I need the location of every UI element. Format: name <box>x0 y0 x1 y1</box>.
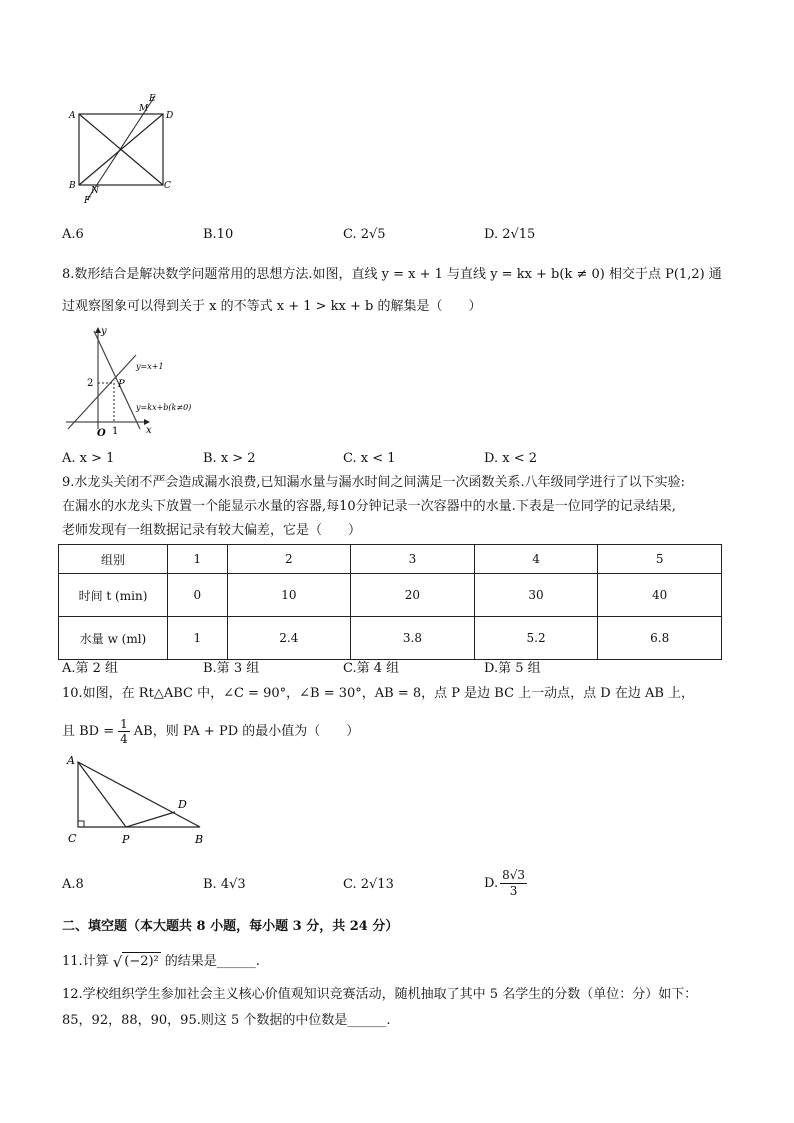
q9-table <box>58 544 722 660</box>
label-D: D <box>178 798 187 811</box>
fraction-denominator: 3 <box>509 884 518 898</box>
q8-option-b: B. x > 2 <box>203 451 256 466</box>
q7-option-b: B.10 <box>203 227 234 242</box>
q10-figure <box>62 752 212 847</box>
origin-label: O <box>97 428 106 439</box>
table-cell: 20 <box>351 574 475 617</box>
q7-option-d: D. 2√15 <box>484 227 536 242</box>
q8-line1: 8.数形结合是解决数学问题常用的思想方法.如图，直线 y = x + 1 与直线 y = kx + b(k ≠ 0) 相交于点 P(1,2) 通 <box>62 267 722 282</box>
line2-label: y=kx+b(k≠0) <box>136 403 192 412</box>
fraction <box>118 717 130 746</box>
table-cell: 10 <box>227 574 351 617</box>
q11-post: 的结果是______. <box>164 953 260 969</box>
label-N: N <box>91 186 99 196</box>
q10-option-b: B. 4√3 <box>203 877 246 892</box>
label-M: M <box>139 104 149 114</box>
x-axis-label: x <box>146 425 152 436</box>
table-row <box>59 545 722 574</box>
table-cell: 1 <box>168 545 228 574</box>
y-axis-label: y <box>101 326 107 337</box>
q11-pre: 11.计算 <box>62 953 109 969</box>
label-B: B <box>195 833 204 846</box>
table-cell: 2.4 <box>227 617 351 660</box>
sqrt-icon: √ <box>112 952 123 971</box>
q9-line3: 老师发现有一组数据记录有较大偏差，它是（ ） <box>62 523 362 538</box>
q9-option-a: A.第 2 组 <box>62 661 119 676</box>
label-E: E <box>149 94 156 104</box>
table-head: 时间 t (min) <box>59 574 168 617</box>
q10-option-d-fraction <box>500 868 527 899</box>
q9-line1: 9.水龙头关闭不严会造成漏水浪费,已知漏水量与漏水时间之间满足一次函数关系.八年级同学进行了以下实验: <box>62 475 686 490</box>
q7-figure <box>60 90 180 205</box>
q9-option-b: B.第 3 组 <box>203 661 260 676</box>
q8-option-d: D. x < 2 <box>484 451 537 466</box>
q10-line1: 10.如图，在 Rt△ABC 中，∠C = 90°，∠B = 30°，AB = 8，点 P 是边 BC 上一动点，点 D 在边 AB 上， <box>62 686 695 701</box>
line1-label: y=x+1 <box>136 362 164 371</box>
table-cell: 5 <box>598 545 722 574</box>
q9-option-c: C.第 4 组 <box>343 661 400 676</box>
table-cell: 1 <box>168 617 228 660</box>
table-cell: 4 <box>474 545 598 574</box>
label-B: B <box>69 181 76 191</box>
table-cell: 3.8 <box>351 617 475 660</box>
table-cell: 3 <box>351 545 475 574</box>
q8-line2: 过观察图象可以得到关于 x 的不等式 x + 1 > kx + b 的解集是（ ） <box>62 299 482 314</box>
table-head: 水量 w (ml) <box>59 617 168 660</box>
table-cell: 0 <box>168 574 228 617</box>
table-head: 组别 <box>59 545 168 574</box>
sqrt-expression <box>113 952 161 971</box>
table-cell: 5.2 <box>474 617 598 660</box>
label-P: P <box>122 833 130 846</box>
label-D: D <box>166 111 174 121</box>
table-row <box>59 617 722 660</box>
q10-option-d-label: D. <box>484 875 499 891</box>
table-row <box>59 574 722 617</box>
q7-option-a: A.6 <box>62 227 84 242</box>
q11 <box>62 952 260 971</box>
fraction-numerator: 1 <box>120 717 128 731</box>
q10-line2-post: AB，则 PA + PD 的最小值为（ ） <box>133 723 360 739</box>
q9-line2: 在漏水的水龙头下放置一个能显示水量的容器,每10分钟记录一次容器中的水量.下表是一位同学的记录结果, <box>62 499 676 514</box>
tick-2: 2 <box>87 378 94 389</box>
label-A: A <box>67 754 75 767</box>
radicand: (−2)² <box>124 954 159 969</box>
q8-option-c: C. x < 1 <box>343 451 396 466</box>
label-C: C <box>68 832 77 845</box>
q12-line1: 12.学校组织学生参加社会主义核心价值观知识竞赛活动，随机抽取了其中 5 名学生的分数（单位：分）如下： <box>62 987 698 1002</box>
table-cell: 6.8 <box>598 617 722 660</box>
fraction-numerator: 8√3 <box>502 868 526 882</box>
q8-option-a: A. x > 1 <box>62 451 115 466</box>
q8-graph <box>62 325 212 440</box>
q7-option-c: C. 2√5 <box>343 227 386 242</box>
label-A: A <box>69 111 76 121</box>
table-cell: 2 <box>227 545 351 574</box>
table-cell: 30 <box>474 574 598 617</box>
q10-option-d <box>484 868 527 899</box>
point-P: P <box>118 379 125 390</box>
tick-1: 1 <box>112 426 119 437</box>
q10-line2 <box>62 717 359 746</box>
table-cell: 40 <box>598 574 722 617</box>
label-C: C <box>164 181 171 191</box>
label-F: F <box>84 196 91 205</box>
fraction-denominator: 4 <box>120 732 128 746</box>
q10-option-a: A.8 <box>62 877 84 892</box>
section-heading: 二、填空题（本大题共 8 小题，每小题 3 分，共 24 分） <box>62 919 399 934</box>
q9-option-d: D.第 5 组 <box>484 661 541 676</box>
q10-option-c: C. 2√13 <box>343 877 394 892</box>
q10-line2-pre: 且 BD = <box>62 723 115 739</box>
q12-line2: 85，92，88，90，95.则这 5 个数据的中位数是______. <box>62 1013 391 1028</box>
